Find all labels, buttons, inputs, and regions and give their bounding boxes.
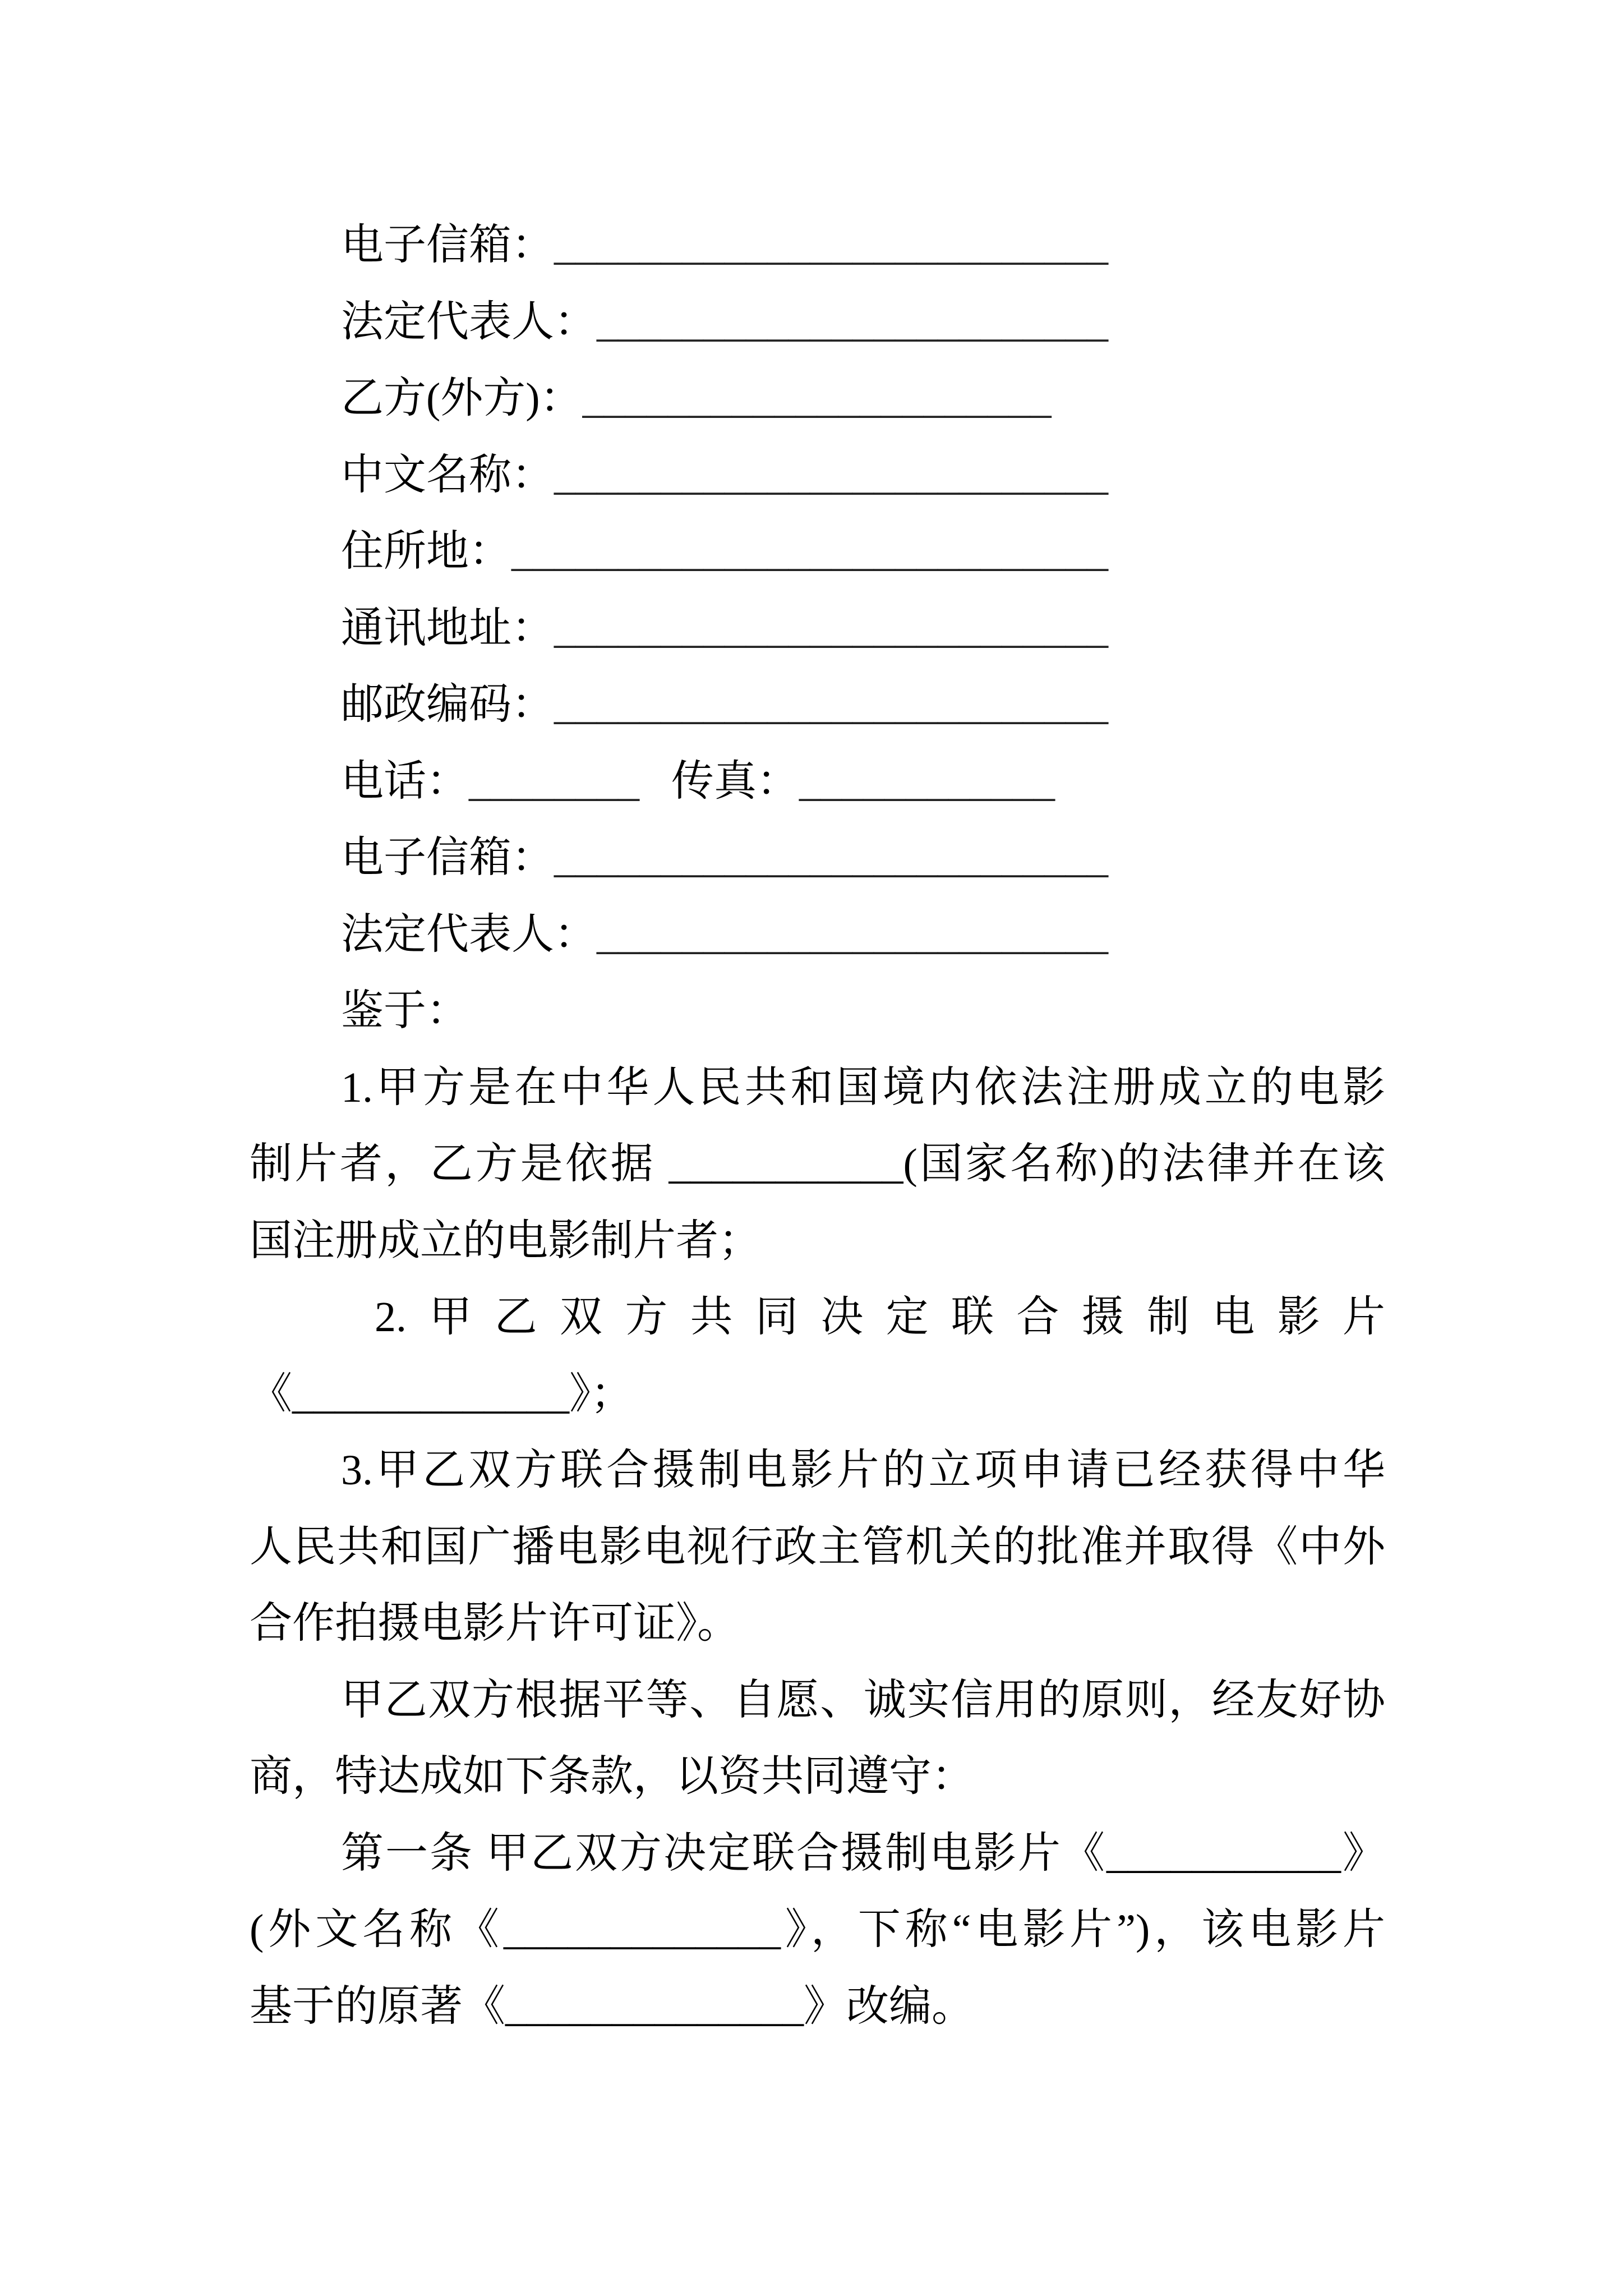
mailing-address-label: 通讯地址： [341,604,554,652]
recital-3-line-2: 人民共和国广播电影电视行政主管机关的批准并取得《中外 [250,1523,1385,1571]
intro-line-1: 甲乙双方根据平等、自愿、诚实信用的原则，经友好协 [341,1676,1385,1724]
postcode-blank: __________________________ [554,681,1108,728]
article-1-line-2: (外文名称《_____________》，下称“电影片”)，该电影片 [250,1906,1385,1953]
party-b-postcode-row [250,666,1385,743]
legal-rep-label: 法定代表人： [341,298,597,346]
party-b-domicile-row [250,513,1385,590]
phone-blank: ________ [469,757,639,805]
recital-1-line-3: 国注册成立的电影制片者； [250,1217,761,1264]
legal-rep-blank: ________________________ [597,910,1108,958]
party-b-heading-row [250,360,1385,437]
domicile-label: 住所地： [341,528,511,575]
whereas-heading: 鉴于： [341,987,469,1034]
party-b-legal-rep-row [250,896,1385,973]
recital-1-line-1: 1.甲方是在中华人民共和国境内依法注册成立的电影 [341,1064,1385,1111]
chinese-name-blank: __________________________ [554,451,1108,499]
email-label: 电子信箱： [341,222,554,269]
chinese-name-label: 中文名称： [341,451,554,499]
postcode-label: 邮政编码： [341,681,554,728]
mailing-address-blank: __________________________ [554,604,1108,652]
article-1-line-3: 基于的原著《______________》改编。 [250,1982,974,2030]
article-1-line-1: 第一条 甲乙双方决定联合摄制电影片《___________》 [341,1829,1385,1877]
email-blank: __________________________ [554,222,1108,269]
party-b-chinese-name-row [250,437,1385,514]
legal-rep-blank: ________________________ [597,298,1108,346]
recital-3-line-1: 3.甲乙双方联合摄制电影片的立项申请已经获得中华 [341,1447,1385,1494]
recital-2-line-2: 《_____________》； [250,1370,633,1418]
phone-label: 电话： [341,757,469,805]
party-b-blank: ______________________ [582,375,1052,422]
intro-line-2: 商，特达成如下条款，以资共同遵守： [250,1753,974,1800]
party-a-email-row [250,207,1385,284]
recital-1-line-2: 制片者，乙方是依据 ___________(国家名称)的法律并在该 [250,1140,1385,1188]
recital-2-line-1: 2.甲乙双方共同决定联合摄制电影片 [375,1294,1385,1341]
fax-blank: ____________ [799,757,1055,805]
contract-body [250,207,1385,2045]
party-b-email-row [250,820,1385,896]
email-label: 电子信箱： [341,834,554,881]
email-blank: __________________________ [554,834,1108,881]
party-a-legal-rep-row [250,284,1385,361]
domicile-blank: ____________________________ [511,528,1108,575]
party-b-phone-fax-row [250,743,1385,820]
recital-3-line-3: 合作拍摄电影片许可证》。 [250,1600,740,1647]
legal-rep-label: 法定代表人： [341,910,597,958]
fax-label: 传真： [671,757,799,805]
party-b-address-row [250,590,1385,667]
party-b-label: 乙方(外方)： [341,375,583,422]
